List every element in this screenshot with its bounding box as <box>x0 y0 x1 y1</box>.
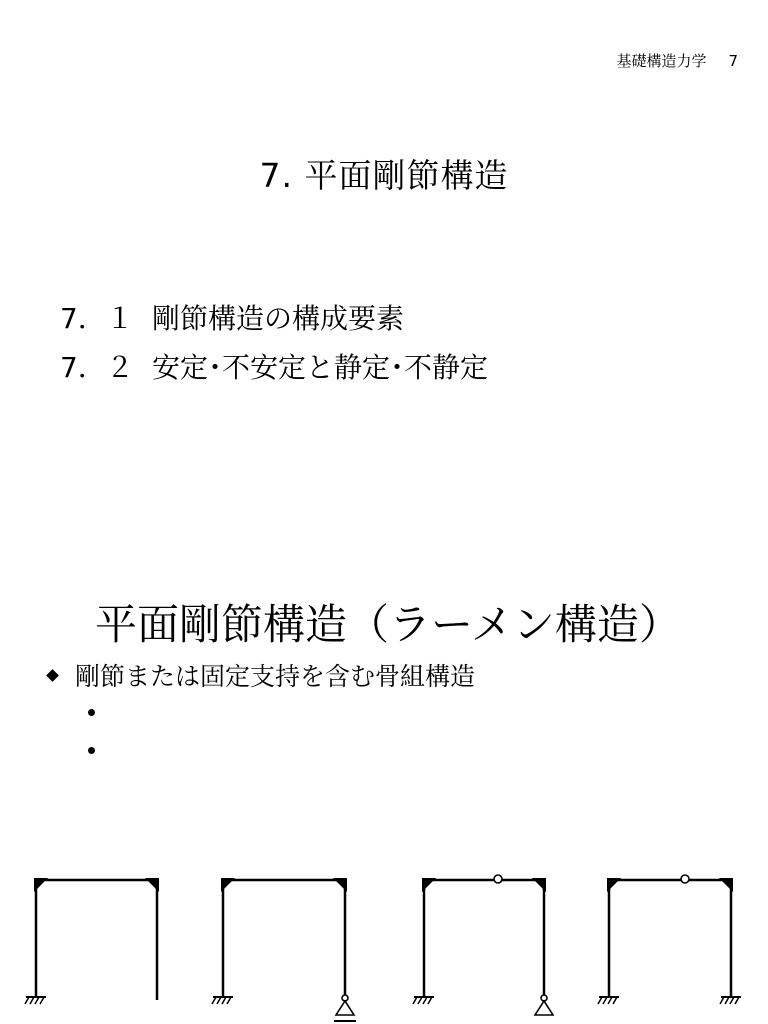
table-of-contents <box>60 294 488 392</box>
frame-diagram-4 <box>598 875 741 1004</box>
toc-item <box>60 294 488 343</box>
dot-bullet-icon <box>88 709 95 716</box>
frame-diagrams <box>0 860 768 1024</box>
fixed-support-icon <box>25 997 46 1004</box>
page-title: 7. 平面剛節構造 <box>259 156 509 195</box>
toc-number: 7．１ <box>60 302 134 335</box>
dot-bullet-icon <box>88 747 95 754</box>
pin-support-icon <box>334 995 356 1021</box>
bullet-list <box>44 656 475 770</box>
frame-diagram-3 <box>413 875 553 1015</box>
hinge-icon <box>494 875 502 883</box>
toc-item <box>60 343 488 392</box>
section-heading: 平面剛節構造（ラーメン構造） <box>95 600 681 649</box>
hinge-icon <box>681 875 689 883</box>
list-item <box>44 656 475 694</box>
rigid-joint-icon <box>719 878 733 892</box>
toc-label: 安定･不安定と静定･不静定 <box>152 351 489 384</box>
list-item <box>44 694 475 732</box>
course-name: 基礎構造力学 <box>616 52 707 70</box>
toc-label: 剛節構造の構成要素 <box>152 302 405 335</box>
rigid-joint-icon <box>607 878 621 892</box>
page-number: 7 <box>728 52 738 70</box>
list-item-text: 剛節または固定支持を含む骨組構造 <box>75 662 476 691</box>
toc-number: 7．２ <box>60 351 134 384</box>
page-header <box>616 50 738 71</box>
fixed-support-icon <box>212 997 233 1004</box>
rigid-joint-icon <box>532 878 546 892</box>
frame-diagram-2 <box>212 878 356 1021</box>
pin-support-icon <box>535 995 553 1015</box>
fixed-support-icon <box>720 997 741 1004</box>
frame-diagram-1 <box>25 878 159 1004</box>
diamond-bullet-icon <box>46 669 59 682</box>
fixed-support-icon <box>598 997 619 1004</box>
list-item <box>44 732 475 770</box>
fixed-support-icon <box>413 997 434 1004</box>
